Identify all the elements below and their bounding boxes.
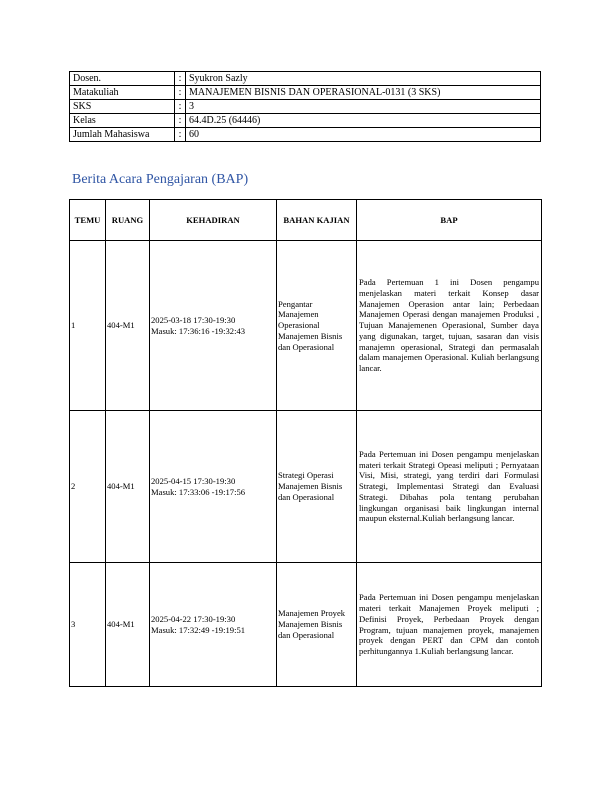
bahan-kajian-cell: Pengantar Manajemen Operasional Manajemen Bisnis dan Operasional bbox=[277, 241, 357, 411]
bahan-kajian-cell: Strategi Operasi Manajemen Bisnis dan Operasional bbox=[277, 411, 357, 563]
bap-text-cell: Pada Pertemuan 1 ini Dosen pengampu menjelaskan materi terkait Konsep dasar Manajemen Operasion antar lain; Perbedaan Manajemen Operasi dengan manajemen Produksi , Tujuan Manajemenen Operasional, Sumber daya yang digunakan, target, tujuan, sasaran dan visis manajemn operasional, Strategi dan permasalah dalam manajemen Operasional. Kuliah berlangsung lancar. bbox=[357, 241, 542, 411]
ruang-cell: 404-M1 bbox=[106, 241, 150, 411]
info-separator: : bbox=[175, 86, 186, 100]
table-row bbox=[70, 411, 542, 563]
jadwal-text: 2025-04-22 17:30-19:30 bbox=[151, 613, 236, 624]
temu-cell: 2 bbox=[70, 411, 106, 563]
info-value: Syukron Sazly bbox=[186, 72, 541, 86]
section-heading: Berita Acara Pengajaran (BAP) bbox=[72, 172, 249, 187]
info-row-jumlah-mahasiswa bbox=[70, 128, 541, 142]
masuk-text: Masuk: 17:36:16 -19:32:43 bbox=[151, 325, 246, 336]
ruang-cell: 404-M1 bbox=[106, 563, 150, 687]
table-row bbox=[70, 241, 542, 411]
info-row-sks bbox=[70, 100, 541, 114]
temu-cell: 3 bbox=[70, 563, 106, 687]
table-row bbox=[70, 563, 542, 687]
info-separator: : bbox=[175, 114, 186, 128]
jadwal-text: 2025-04-15 17:30-19:30 bbox=[151, 475, 236, 486]
column-header-bap: BAP bbox=[357, 200, 542, 241]
info-value: 60 bbox=[186, 128, 541, 142]
column-header-temu: TEMU bbox=[70, 200, 106, 241]
bap-text-cell: Pada Pertemuan ini Dosen pengampu menjelaskan materi terkait Strategi Opeasi meliputi ; Pernyataan Visi, Misi, strategi, yang terdiri dari Formulasi Strategi, Implementasi Strategi dan Evaluasi Strategi. Dibahas pola tentang perubahan lingkungan organisasi baik lingkungan internal maupun eksternal.Kuliah berlangsung lancar. bbox=[357, 411, 542, 563]
bap-text-cell: Pada Pertemuan ini Dosen pengampu menjelaskan materi terkait Manajemen Proyek meliputi ; Definisi Proyek, Perbedaan Proyek dengan Program, tujuan manajemen proyek, manajemen proyek dengan PERT dan CPM dan contoh perhitungannya 1.Kuliah berlangsung lancar. bbox=[357, 563, 542, 687]
info-separator: : bbox=[175, 72, 186, 86]
masuk-text: Masuk: 17:32:49 -19:19:51 bbox=[151, 624, 246, 635]
info-row-dosen bbox=[70, 72, 541, 86]
course-info-table bbox=[69, 71, 541, 142]
info-separator: : bbox=[175, 128, 186, 142]
info-value: MANAJEMEN BISNIS DAN OPERASIONAL-0131 (3 SKS) bbox=[186, 86, 541, 100]
kehadiran-cell bbox=[150, 411, 277, 563]
info-label: Dosen. bbox=[70, 72, 175, 86]
ruang-cell: 404-M1 bbox=[106, 411, 150, 563]
temu-cell: 1 bbox=[70, 241, 106, 411]
bap-header-row bbox=[70, 200, 542, 241]
info-label: Matakuliah bbox=[70, 86, 175, 100]
jadwal-text: 2025-03-18 17:30-19:30 bbox=[151, 314, 236, 325]
info-row-kelas bbox=[70, 114, 541, 128]
masuk-text: Masuk: 17:33:06 -19:17:56 bbox=[151, 486, 246, 497]
info-value: 3 bbox=[186, 100, 541, 114]
info-label: SKS bbox=[70, 100, 175, 114]
info-label: Jumlah Mahasiswa bbox=[70, 128, 175, 142]
bap-table bbox=[69, 199, 542, 687]
bahan-kajian-cell: Manajemen Proyek Manajemen Bisnis dan Operasional bbox=[277, 563, 357, 687]
column-header-bahan-kajian: BAHAN KAJIAN bbox=[277, 200, 357, 241]
info-label: Kelas bbox=[70, 114, 175, 128]
kehadiran-cell bbox=[150, 241, 277, 411]
info-separator: : bbox=[175, 100, 186, 114]
info-row-matakuliah bbox=[70, 86, 541, 100]
column-header-kehadiran: KEHADIRAN bbox=[150, 200, 277, 241]
column-header-ruang: RUANG bbox=[106, 200, 150, 241]
info-value: 64.4D.25 (64446) bbox=[186, 114, 541, 128]
kehadiran-cell bbox=[150, 563, 277, 687]
